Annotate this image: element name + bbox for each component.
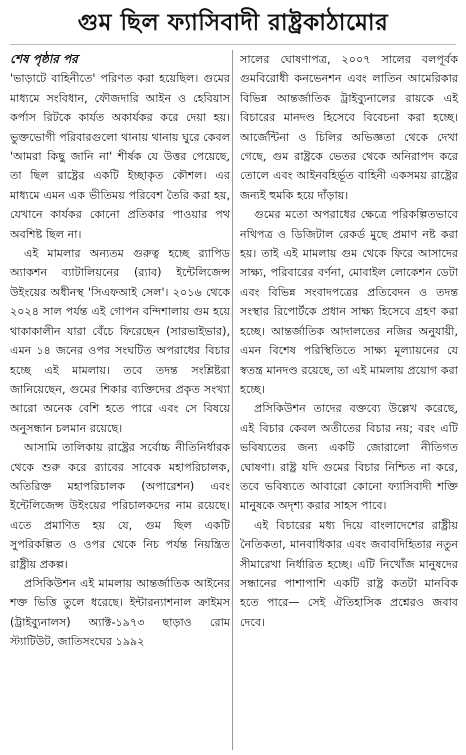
paragraph: 'ভাড়াটে বাহিনীতে' পরিণত করা হয়েছিল। গুমের মাধ্যমে সংবিধান, ফৌজদারি আইন ও হেবিয়াস কর্পাস রিটকে কার্যত অকার্যকর করে দেয়া হয়। ভুক্তভোগী পরিবারগুলো থানায় থানায় ঘুরে কেবল 'আমরা কিছু জানি না' শীর্ষক যে উত্তর পেয়েছে, তা ছিল রাষ্ট্রের একটি ইচ্ছাকৃত কৌশল। এর মাধ্যমে এমন এক ভীতিময় পরিবেশ তৈরি করা হয়, যেখানে কার্যকর কোনো প্রতিকার পাওয়ার পথ অবশিষ্ট ছিল না। bbox=[10, 72, 230, 241]
paragraph: সালের ঘোষণাপত্র, ২০০৭ সালের বলপূর্বক গুমবিরোধী কনভেনশন এবং লাতিন আমেরিকার বিভিন্ন আন্তর্জাতিক ট্রাইব্যুনালের রায়কে এই বিচারের মানদণ্ড হিসেবে বিবেচনা করা হচ্ছে। আর্জেন্টিনা ও চিলির অভিজ্ঞতা থেকে দেখা গেছে, গুম রাষ্ট্রকে ভেতর থেকে অনিরাপদ করে তোলে এবং আইনবহির্ভূত বাহিনী একসময় রাষ্ট্রের জন্যই হুমকি হয়ে দাঁড়ায়। bbox=[240, 53, 458, 202]
paragraph: প্রসিকিউশন এই মামলায় আন্তর্জাতিক আইনের শক্ত ভিত্তি তুলে ধরেছে। ইন্টারন্যাশনাল ক্রাইমস (ট্রাইব্যুনালস) অ্যাক্ট-১৯৭৩ ছাড়াও রোম স্ট্যাটিউট, জাতিসংঘের ১৯৯২ bbox=[10, 576, 230, 649]
right-column bbox=[240, 50, 458, 632]
headline: গুম ছিল ফ্যাসিবাদী রাষ্ট্রকাঠামোর bbox=[10, 4, 456, 45]
paragraph: গুমের মতো অপরাধের ক্ষেত্রে পরিকল্পিতভাবে নথিপত্র ও ডিজিটাল রেকর্ড মুছে প্রমাণ নষ্ট করা হয়। তাই এই মামলায় গুম থেকে ফিরে আসাদের সাক্ষ্য, পরিবারের বর্ণনা, মোবাইল লোকেশন ডেটা এবং বিভিন্ন সংবাদপত্রের প্রতিবেদন ও তদন্ত সংস্থার রিপোর্টকে প্রধান সাক্ষ্য হিসেবে গ্রহণ করা হচ্ছে। আন্তর্জাতিক আদালতের নজির অনুযায়ী, এমন বিশেষ পরিস্থিতিতে সাক্ষ্য মূল্যায়নের যে স্বতন্ত্র মানদণ্ড রয়েছে, তা এই মামলায় প্রয়োগ করা হচ্ছে। bbox=[240, 208, 458, 396]
column-divider bbox=[232, 50, 233, 750]
left-column bbox=[10, 50, 230, 652]
continued-from-label: শেষ পৃষ্ঠার পর bbox=[10, 52, 78, 66]
paragraph: এই বিচারের মধ্য দিয়ে বাংলাদেশের রাষ্ট্রীয় নৈতিকতা, মানবাধিকার এবং জবাবদিহিতার নতুন সীমারেখা নির্ধারিত হচ্ছে। এটি নিখোঁজ মানুষদের সন্ধানের পাশাপাশি একটি রাষ্ট্র কতটা মানবিক হতে পারে— সেই ঐতিহাসিক প্রশ্নেরও জবাব দেবে। bbox=[240, 518, 458, 629]
paragraph: আসামি তালিকায় রাষ্ট্রের সর্বোচ্চ নীতিনির্ধারক থেকে শুরু করে র‌্যাবের সাবেক মহাপরিচালক, অতিরিক্ত মহাপরিচালক (অপারেশন) এবং ইন্টেলিজেন্স উইংয়ের পরিচালকদের নাম রয়েছে। এতে প্রমাণিত হয় যে, গুম ছিল একটি সুপরিকল্পিত ও ওপর থেকে নিচ পর্যন্ত নিয়ন্ত্রিত রাষ্ট্রীয় প্রকল্প। bbox=[10, 441, 230, 571]
paragraph: প্রসিকিউশন তাদের বক্তব্যে উল্লেখ করেছে, এই বিচার কেবল অতীতের বিচার নয়; বরং এটি ভবিষ্যতের জন্য একটি জোরালো নীতিগত ঘোষণা। রাষ্ট্র যদি গুমের বিচার নিশ্চিত না করে, তবে ভবিষ্যতে আবারো কোনো ফ্যাসিবাদী শক্তি মানুষকে অদৃশ্য করার সাহস পাবে। bbox=[240, 402, 458, 513]
paragraph: এই মামলার অন্যতম গুরুত্ব হচ্ছে র‌্যাপিড অ্যাকশন ব্যাটালিয়নের (র‌্যাব) ইন্টেলিজেন্স উইংয়ের অধীনস্থ 'সিএফআই সেল'। ২০১৬ থেকে ২০২৪ সাল পর্যন্ত এই গোপন বন্দিশালায় গুম হয়ে থাকাকালীন যারা বেঁচে ফিরেছেন (সারভাইভার), এমন ১৪ জনের ওপর সংঘটিত অপরাধের বিচার হচ্ছে এই মামলায়। তবে তদন্ত সংশ্লিষ্টরা জানিয়েছেন, গুমের শিকার ব্যক্তিদের প্রকৃত সংখ্যা আরো অনেক বেশি হতে পারে এবং সে বিষয়ে অনুসন্ধান চলমান রয়েছে। bbox=[10, 247, 230, 435]
